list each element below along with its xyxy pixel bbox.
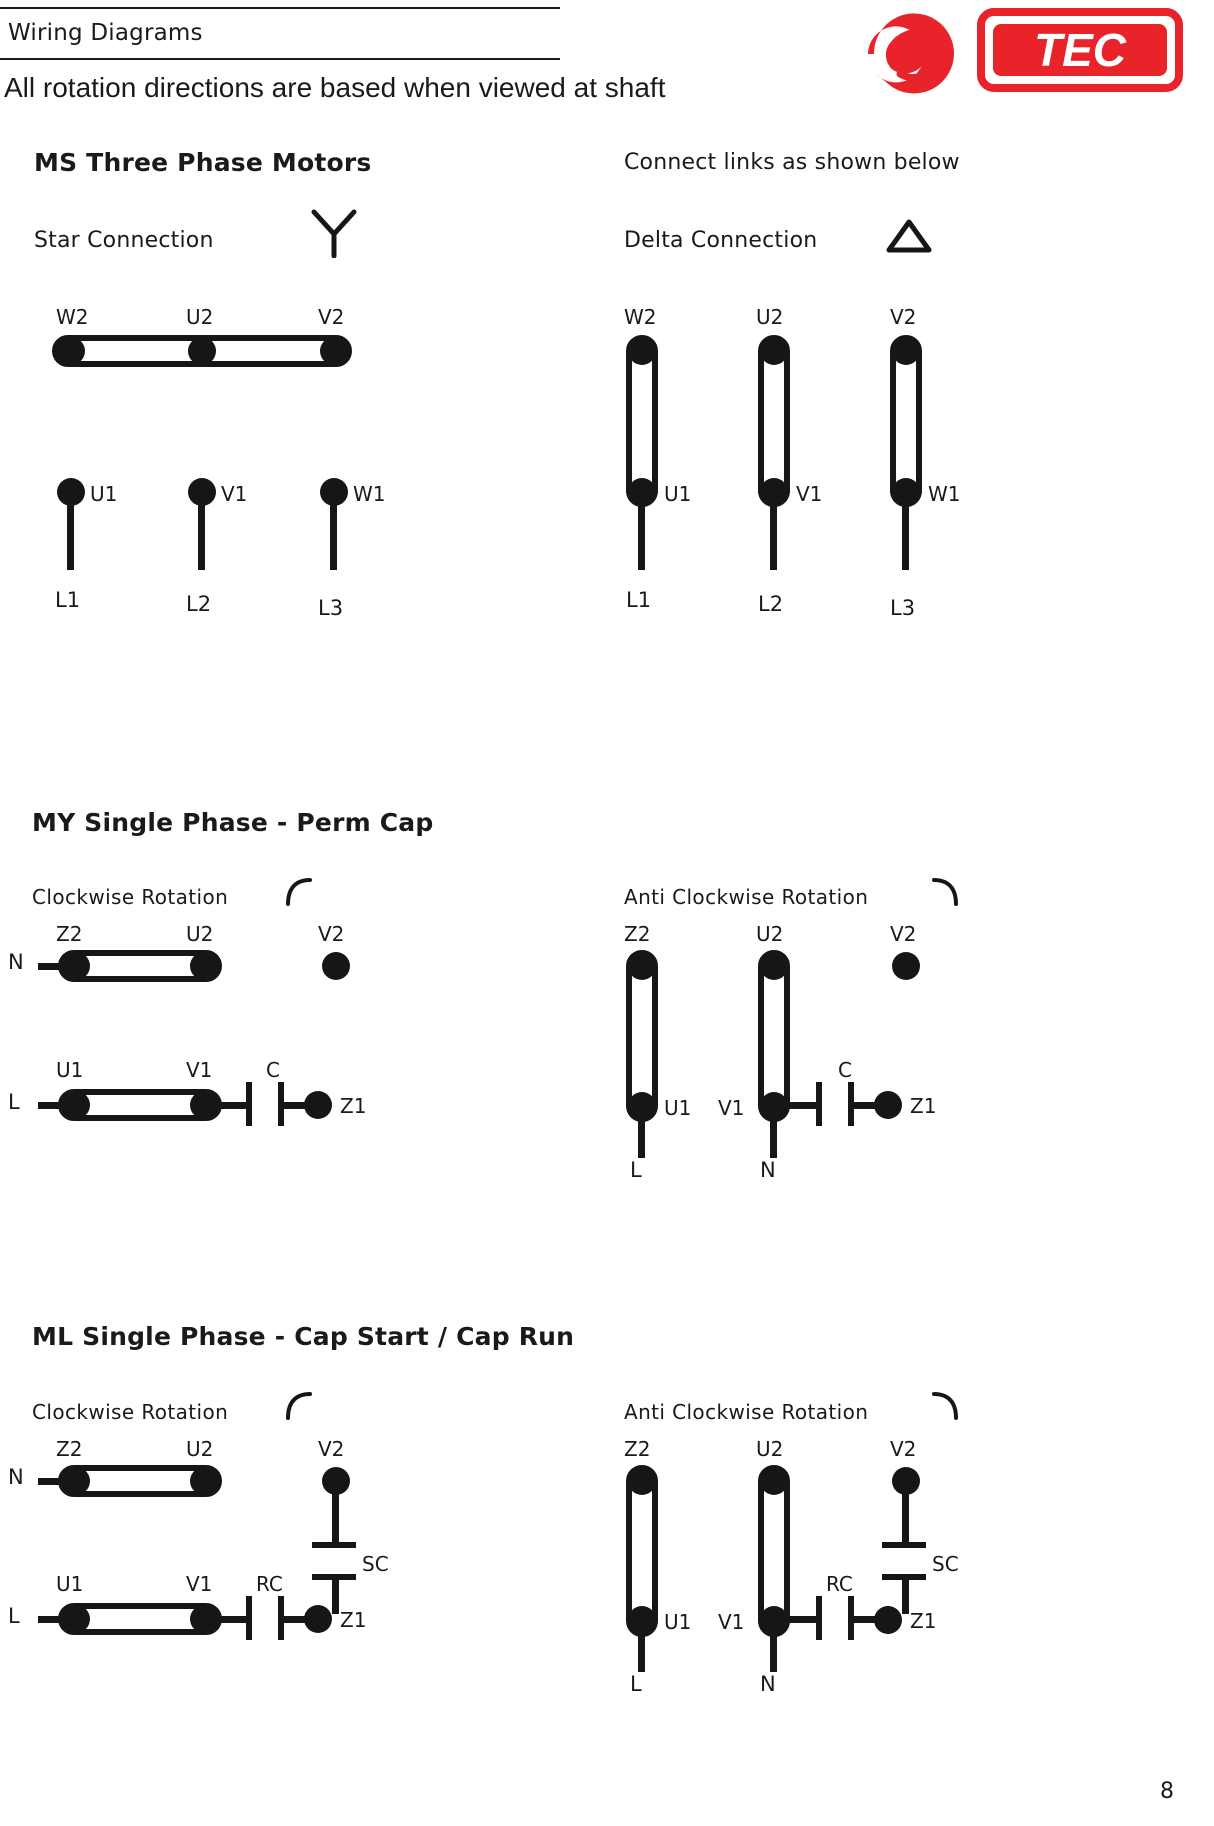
terminal-dot [322,952,350,980]
supply-label: N [8,1465,24,1489]
capacitor-wire [786,1102,818,1109]
supply-wire [198,492,205,570]
terminal-label: V2 [318,922,345,946]
section-heading-my: MY Single Phase - Perm Cap [32,808,434,837]
supply-wire [67,492,74,570]
start-cap-label: SC [932,1552,959,1576]
supply-label: L [8,1090,20,1114]
line-label: L1 [55,588,81,612]
capacitor-plate [246,1082,252,1126]
supply-label: L [630,1158,642,1182]
line-label: L2 [186,592,212,616]
page-title: Wiring Diagrams [8,20,203,46]
capacitor-label: C [838,1058,852,1082]
line-label: L3 [890,596,916,620]
anticlockwise-arc-icon [928,1390,962,1420]
supply-label: L [630,1672,642,1696]
terminal-label: V1 [718,1610,745,1634]
terminal-dot [628,1467,656,1495]
tec-logo [856,4,1186,104]
capacitor-plate [312,1542,356,1548]
terminal-label: U2 [756,922,784,946]
terminal-dot [874,1606,902,1634]
start-cap-wire [902,1578,909,1614]
terminal-label: V1 [796,482,823,506]
anticlockwise-arc-icon [928,876,962,906]
start-cap-wire [902,1482,909,1542]
header-rule-top [0,7,560,9]
terminal-label: W1 [353,482,386,506]
terminal-label: U1 [90,482,118,506]
terminal-dot [62,1091,90,1119]
header-subtitle: All rotation directions are based when viewed at shaft [4,72,666,103]
supply-wire [638,1620,645,1672]
start-cap-label: SC [362,1552,389,1576]
delta-symbol-icon [884,216,934,256]
terminal-label: U2 [756,305,784,329]
connect-links-note: Connect links as shown below [624,150,960,175]
terminal-dot [304,1605,332,1633]
terminal-dot [190,1091,218,1119]
terminal-label: V2 [890,305,917,329]
page-number: 8 [1160,1779,1174,1804]
supply-wire [638,492,645,570]
terminal-label: V1 [186,1058,213,1082]
terminal-dot [760,952,788,980]
terminal-label: U2 [756,1437,784,1461]
terminal-label: V2 [890,922,917,946]
terminal-label: U2 [186,305,214,329]
clockwise-arc-icon [282,876,316,906]
capacitor-plate [816,1596,822,1640]
terminal-label: Z2 [56,922,83,946]
terminal-label: Z2 [624,922,651,946]
terminal-dot [62,952,90,980]
terminal-dot [190,1605,218,1633]
terminal-label: V1 [186,1572,213,1596]
clockwise-arc-icon [282,1390,316,1420]
supply-label: N [760,1672,776,1696]
star-symbol-icon [306,208,362,258]
terminal-label: U2 [186,922,214,946]
supply-wire [770,1106,777,1158]
capacitor-plate [246,1596,252,1640]
terminal-dot [190,1467,218,1495]
terminal-label: U1 [664,1096,692,1120]
capacitor-wire [218,1616,248,1623]
supply-wire [902,492,909,570]
run-cap-label: RC [256,1572,283,1596]
tec-logo-text: TEC [1034,24,1126,76]
terminal-label: Z2 [56,1437,83,1461]
supply-wire [770,492,777,570]
delta-connection-label: Delta Connection [624,228,818,253]
capacitor-plate [882,1542,926,1548]
terminal-dot [320,337,348,365]
terminal-label: W2 [624,305,657,329]
terminal-label: V2 [890,1437,917,1461]
terminal-label: Z1 [340,1608,367,1632]
terminal-dot [190,952,218,980]
supply-wire [330,492,337,570]
terminal-dot [62,1467,90,1495]
terminal-label: W1 [928,482,961,506]
line-label: L3 [318,596,344,620]
anti-clockwise-rotation-label: Anti Clockwise Rotation [624,1400,869,1424]
line-label: L2 [758,592,784,616]
tec-wordmark [981,12,1179,88]
terminal-label: U1 [664,1610,692,1634]
terminal-label: Z2 [624,1437,651,1461]
capacitor-label: C [266,1058,280,1082]
terminal-label: V2 [318,1437,345,1461]
supply-wire [770,1620,777,1672]
run-cap-label: RC [826,1572,853,1596]
line-label: L1 [626,588,652,612]
terminal-label: U2 [186,1437,214,1461]
start-cap-wire [332,1482,339,1542]
star-connection-label: Star Connection [34,228,214,253]
supply-label: N [760,1158,776,1182]
supply-label: N [8,950,24,974]
spartan-head-icon [868,13,954,93]
terminal-label: U1 [56,1572,84,1596]
terminal-dot [628,337,656,365]
section-heading-ms: MS Three Phase Motors [34,148,372,177]
clockwise-rotation-label: Clockwise Rotation [32,1400,229,1424]
terminal-dot [628,952,656,980]
terminal-label: V2 [318,305,345,329]
terminal-label: V1 [221,482,248,506]
start-cap-wire [332,1578,339,1614]
terminal-dot [57,337,85,365]
capacitor-wire [786,1616,818,1623]
clockwise-rotation-label: Clockwise Rotation [32,885,229,909]
header-rule-middle [0,58,560,60]
terminal-label: Z1 [910,1094,937,1118]
terminal-dot [874,1091,902,1119]
terminal-dot [760,1467,788,1495]
terminal-label: U1 [56,1058,84,1082]
terminal-dot [892,337,920,365]
section-heading-ml: ML Single Phase - Cap Start / Cap Run [32,1322,575,1351]
anti-clockwise-rotation-label: Anti Clockwise Rotation [624,885,869,909]
capacitor-plate [816,1082,822,1126]
terminal-dot [304,1091,332,1119]
capacitor-wire [218,1102,248,1109]
supply-label: L [8,1604,20,1628]
terminal-dot [188,337,216,365]
terminal-label: Z1 [340,1094,367,1118]
terminal-dot [892,952,920,980]
terminal-label: V1 [718,1096,745,1120]
terminal-label: W2 [56,305,89,329]
terminal-dot [760,337,788,365]
supply-wire [638,1106,645,1158]
terminal-label: U1 [664,482,692,506]
terminal-label: Z1 [910,1609,937,1633]
terminal-dot [62,1605,90,1633]
